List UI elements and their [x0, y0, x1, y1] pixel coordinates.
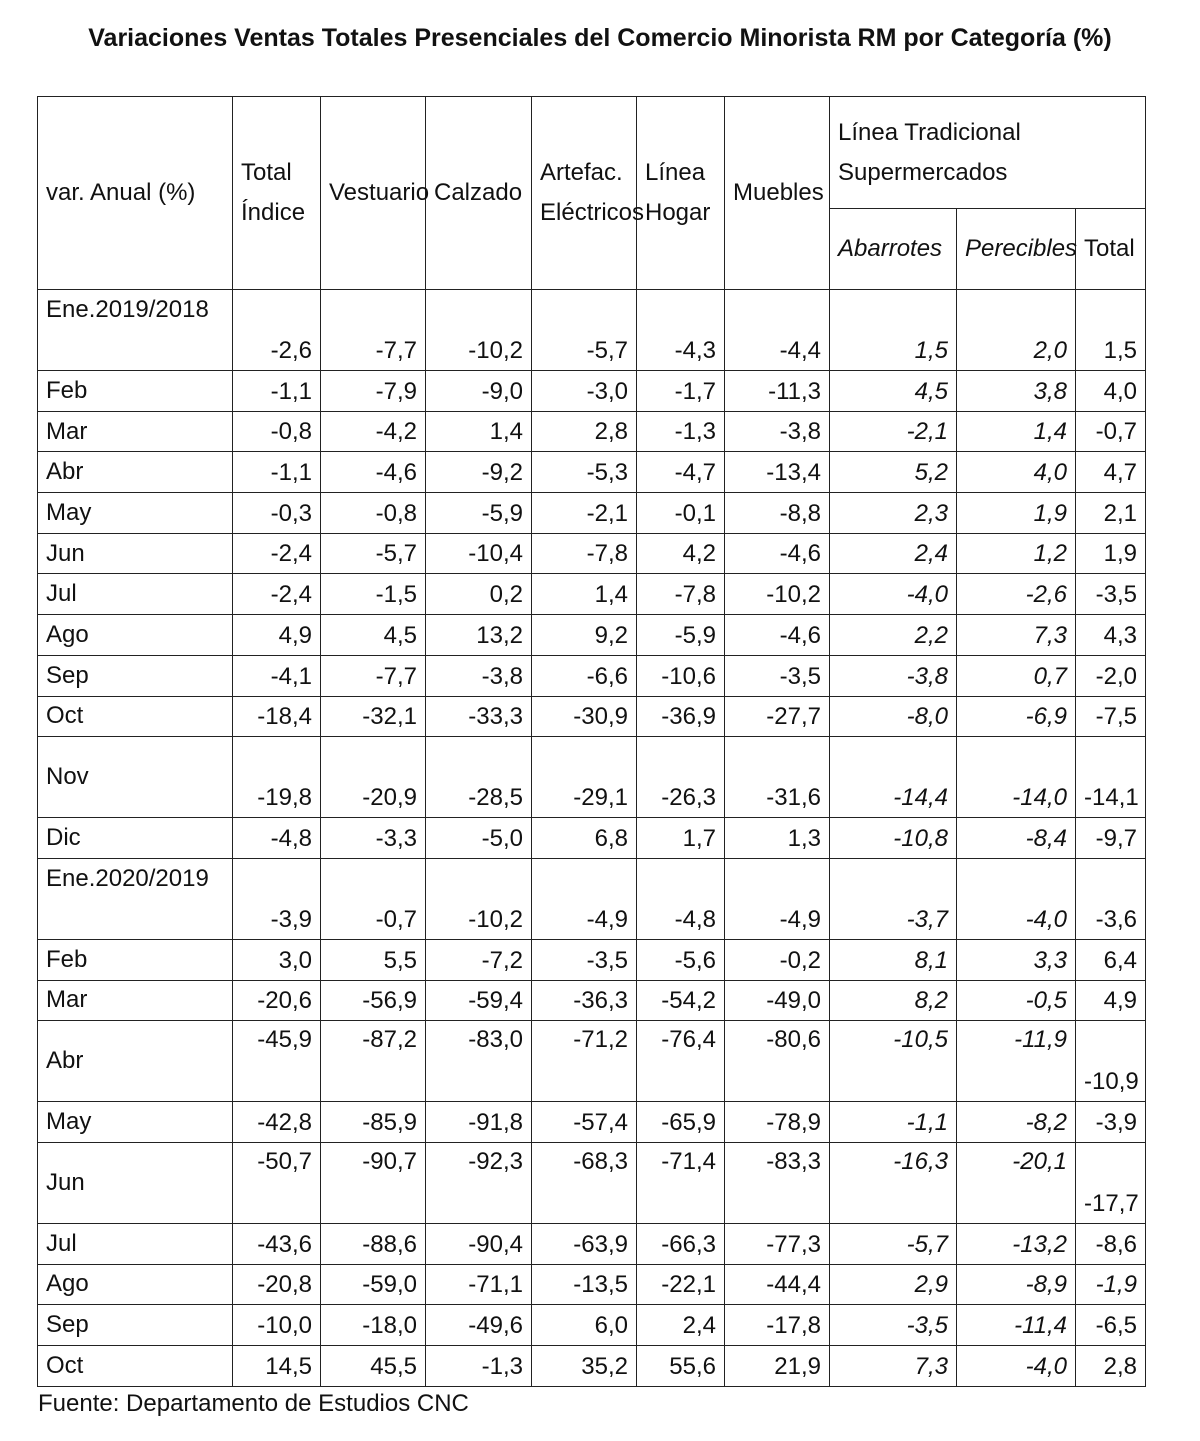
table-row: [38, 452, 1146, 493]
table-cell: -59,4: [426, 980, 532, 1021]
table-cell: -4,6: [321, 452, 426, 493]
table-cell: -10,2: [725, 574, 830, 615]
row-label: Dic: [38, 818, 233, 859]
table-cell: 4,0: [957, 452, 1076, 493]
table-cell: -16,3: [830, 1142, 957, 1223]
table-cell: -88,6: [321, 1223, 426, 1264]
table-cell: 1,3: [725, 818, 830, 859]
table-cell: 4,2: [637, 533, 725, 574]
table-cell: -0,8: [321, 493, 426, 534]
row-label: Jun: [38, 533, 233, 574]
table-cell: -4,6: [725, 615, 830, 656]
table-cell: 2,9: [830, 1264, 957, 1305]
table-cell: -9,2: [426, 452, 532, 493]
table-cell: 2,4: [830, 533, 957, 574]
table-cell: 3,0: [233, 939, 321, 980]
table-cell: -90,7: [321, 1142, 426, 1223]
table-cell: -10,4: [426, 533, 532, 574]
table-cell: -17,7: [1076, 1142, 1146, 1223]
table-cell: -5,7: [830, 1223, 957, 1264]
table-cell: 14,5: [233, 1346, 321, 1387]
table-cell: 2,8: [1076, 1346, 1146, 1387]
table-cell: -85,9: [321, 1102, 426, 1143]
table-cell: -3,5: [532, 939, 637, 980]
table-cell: -29,1: [532, 737, 637, 818]
table-cell: 0,7: [957, 655, 1076, 696]
table-cell: -20,8: [233, 1264, 321, 1305]
table-cell: -3,8: [830, 655, 957, 696]
table-cell: -0,3: [233, 493, 321, 534]
table-row: [38, 1021, 1146, 1102]
table-cell: -10,8: [830, 818, 957, 859]
table-cell: -20,6: [233, 980, 321, 1021]
header-muebles: Muebles: [725, 97, 830, 290]
table-row: [38, 980, 1146, 1021]
row-label: Mar: [38, 980, 233, 1021]
table-cell: 9,2: [532, 615, 637, 656]
table-row: [38, 818, 1146, 859]
table-cell: -56,9: [321, 980, 426, 1021]
table-cell: -11,9: [957, 1021, 1076, 1102]
table-cell: -3,8: [426, 655, 532, 696]
table-cell: -4,1: [233, 655, 321, 696]
table-cell: 7,3: [957, 615, 1076, 656]
table-cell: -0,7: [321, 858, 426, 939]
table-cell: -11,4: [957, 1305, 1076, 1346]
table-cell: 2,3: [830, 493, 957, 534]
header-vestuario: Vestuario: [321, 97, 426, 290]
table-cell: -27,7: [725, 696, 830, 737]
header-linea-hogar: Línea Hogar: [637, 97, 725, 290]
table-cell: -90,4: [426, 1223, 532, 1264]
table-cell: -14,0: [957, 737, 1076, 818]
table-cell: -57,4: [532, 1102, 637, 1143]
table-cell: 45,5: [321, 1346, 426, 1387]
table-cell: -8,8: [725, 493, 830, 534]
table-cell: -1,3: [426, 1346, 532, 1387]
table-cell: -33,3: [426, 696, 532, 737]
table-cell: -22,1: [637, 1264, 725, 1305]
table-cell: -10,5: [830, 1021, 957, 1102]
header-linea-tradicional: Línea Tradicional Supermercados: [830, 97, 1146, 209]
table-cell: 2,2: [830, 615, 957, 656]
table-cell: -4,0: [957, 858, 1076, 939]
row-label: Nov: [38, 737, 233, 818]
table-cell: -0,7: [1076, 411, 1146, 452]
table-cell: -2,6: [957, 574, 1076, 615]
table-cell: -65,9: [637, 1102, 725, 1143]
table-cell: -1,5: [321, 574, 426, 615]
table-cell: -14,1: [1076, 737, 1146, 818]
table-cell: -14,4: [830, 737, 957, 818]
table-cell: -3,5: [830, 1305, 957, 1346]
sales-variation-table: [37, 96, 1146, 1387]
table-cell: -8,2: [957, 1102, 1076, 1143]
table-cell: -44,4: [725, 1264, 830, 1305]
table-cell: 4,5: [830, 371, 957, 412]
header-var-anual: var. Anual (%): [38, 97, 233, 290]
table-row: [38, 939, 1146, 980]
row-label: Abr: [38, 452, 233, 493]
table-row: [38, 737, 1146, 818]
table-cell: -3,6: [1076, 858, 1146, 939]
table-cell: 2,1: [1076, 493, 1146, 534]
table-cell: 21,9: [725, 1346, 830, 1387]
table-cell: -3,0: [532, 371, 637, 412]
table-cell: -5,3: [532, 452, 637, 493]
row-label: Ago: [38, 615, 233, 656]
table-row: [38, 1305, 1146, 1346]
table-cell: 3,8: [957, 371, 1076, 412]
table-cell: -4,6: [725, 533, 830, 574]
table-cell: -42,8: [233, 1102, 321, 1143]
header-total: Total: [1076, 209, 1146, 290]
table-cell: -71,2: [532, 1021, 637, 1102]
table-cell: -4,7: [637, 452, 725, 493]
table-cell: -4,2: [321, 411, 426, 452]
table-cell: -3,8: [725, 411, 830, 452]
table-cell: -10,2: [426, 858, 532, 939]
table-cell: 1,2: [957, 533, 1076, 574]
table-cell: -13,4: [725, 452, 830, 493]
table-row: [38, 1264, 1146, 1305]
table-cell: -6,5: [1076, 1305, 1146, 1346]
table-cell: 1,4: [426, 411, 532, 452]
table-cell: -10,2: [426, 290, 532, 371]
table-row: [38, 615, 1146, 656]
row-label: Feb: [38, 939, 233, 980]
table-cell: -68,3: [532, 1142, 637, 1223]
table-cell: 2,0: [957, 290, 1076, 371]
table-cell: -5,9: [426, 493, 532, 534]
header-total-indice: Total Índice: [233, 97, 321, 290]
table-title: Variaciones Ventas Totales Presenciales del Comercio Minorista RM por Categoría (%): [88, 24, 1112, 52]
table-cell: -1,1: [233, 371, 321, 412]
table-row: [38, 696, 1146, 737]
table-cell: -3,5: [1076, 574, 1146, 615]
table-cell: 5,2: [830, 452, 957, 493]
table-cell: -3,9: [233, 858, 321, 939]
table-cell: -7,8: [637, 574, 725, 615]
table-cell: -30,9: [532, 696, 637, 737]
table-cell: -3,5: [725, 655, 830, 696]
table-cell: -13,2: [957, 1223, 1076, 1264]
table-row: [38, 1142, 1146, 1223]
table-cell: -9,0: [426, 371, 532, 412]
table-row: [38, 411, 1146, 452]
row-label: Ago: [38, 1264, 233, 1305]
table-cell: 1,5: [1076, 290, 1146, 371]
table-row: [38, 574, 1146, 615]
table-row: [38, 290, 1146, 371]
header-calzado: Calzado: [426, 97, 532, 290]
header-artefactos: Artefac. Eléctricos: [532, 97, 637, 290]
table-cell: -2,4: [233, 533, 321, 574]
table-row: [38, 1346, 1146, 1387]
table-cell: -4,0: [957, 1346, 1076, 1387]
table-cell: -45,9: [233, 1021, 321, 1102]
row-label: Oct: [38, 696, 233, 737]
table-cell: -5,0: [426, 818, 532, 859]
table-cell: -10,0: [233, 1305, 321, 1346]
table-cell: -17,8: [725, 1305, 830, 1346]
table-cell: 2,8: [532, 411, 637, 452]
table-cell: -1,3: [637, 411, 725, 452]
table-cell: -18,0: [321, 1305, 426, 1346]
table-cell: -8,6: [1076, 1223, 1146, 1264]
table-cell: -43,6: [233, 1223, 321, 1264]
table-cell: 1,9: [1076, 533, 1146, 574]
table-cell: -0,1: [637, 493, 725, 534]
row-label: Ene.2019/2018: [38, 290, 233, 371]
table-cell: -3,7: [830, 858, 957, 939]
table-cell: 1,4: [957, 411, 1076, 452]
table-cell: -5,9: [637, 615, 725, 656]
table-cell: -0,5: [957, 980, 1076, 1021]
row-label: Feb: [38, 371, 233, 412]
table-cell: -63,9: [532, 1223, 637, 1264]
table-cell: 8,1: [830, 939, 957, 980]
table-cell: -20,9: [321, 737, 426, 818]
row-label: May: [38, 1102, 233, 1143]
table-cell: 4,0: [1076, 371, 1146, 412]
table-cell: -28,5: [426, 737, 532, 818]
table-cell: 2,4: [637, 1305, 725, 1346]
table-cell: -5,7: [532, 290, 637, 371]
table-cell: -1,1: [233, 452, 321, 493]
table-cell: -36,3: [532, 980, 637, 1021]
row-label: Oct: [38, 1346, 233, 1387]
table-cell: -6,9: [957, 696, 1076, 737]
table-cell: 1,4: [532, 574, 637, 615]
header-abarrotes: Abarrotes: [830, 209, 957, 290]
table-cell: -4,4: [725, 290, 830, 371]
table-cell: 4,3: [1076, 615, 1146, 656]
table-cell: 1,7: [637, 818, 725, 859]
table-cell: 1,5: [830, 290, 957, 371]
table-row: [38, 371, 1146, 412]
table-cell: -20,1: [957, 1142, 1076, 1223]
table-cell: -1,9: [1076, 1264, 1146, 1305]
table-cell: 4,5: [321, 615, 426, 656]
table-cell: -4,9: [532, 858, 637, 939]
table-cell: 0,2: [426, 574, 532, 615]
row-label: Jul: [38, 1223, 233, 1264]
table-cell: -3,3: [321, 818, 426, 859]
table-cell: 5,5: [321, 939, 426, 980]
table-cell: -7,8: [532, 533, 637, 574]
table-cell: -4,8: [637, 858, 725, 939]
table-cell: -18,4: [233, 696, 321, 737]
table-cell: -2,6: [233, 290, 321, 371]
table-cell: -19,8: [233, 737, 321, 818]
row-label: Jun: [38, 1142, 233, 1223]
table-cell: -87,2: [321, 1021, 426, 1102]
table-cell: 13,2: [426, 615, 532, 656]
table-cell: 35,2: [532, 1346, 637, 1387]
table-cell: -11,3: [725, 371, 830, 412]
row-label: May: [38, 493, 233, 534]
table-cell: 3,3: [957, 939, 1076, 980]
table-body: [38, 290, 1146, 1387]
table-cell: -49,6: [426, 1305, 532, 1346]
table-cell: -8,9: [957, 1264, 1076, 1305]
table-cell: -10,9: [1076, 1021, 1146, 1102]
table-cell: 55,6: [637, 1346, 725, 1387]
table-cell: 6,8: [532, 818, 637, 859]
table-cell: -71,1: [426, 1264, 532, 1305]
table-header: [38, 97, 1146, 290]
table-cell: -13,5: [532, 1264, 637, 1305]
table-cell: -4,0: [830, 574, 957, 615]
table-cell: 1,9: [957, 493, 1076, 534]
row-label: Jul: [38, 574, 233, 615]
table-cell: -49,0: [725, 980, 830, 1021]
table-cell: -78,9: [725, 1102, 830, 1143]
table-cell: -83,0: [426, 1021, 532, 1102]
table-cell: -59,0: [321, 1264, 426, 1305]
table-cell: -1,1: [830, 1102, 957, 1143]
table-cell: -2,1: [830, 411, 957, 452]
row-label: Mar: [38, 411, 233, 452]
table-cell: -5,6: [637, 939, 725, 980]
table-cell: 4,7: [1076, 452, 1146, 493]
table-cell: 6,4: [1076, 939, 1146, 980]
table-row: [38, 1102, 1146, 1143]
row-label: Abr: [38, 1021, 233, 1102]
table-cell: -7,9: [321, 371, 426, 412]
row-label: Ene.2020/2019: [38, 858, 233, 939]
table-cell: -0,2: [725, 939, 830, 980]
table-cell: -77,3: [725, 1223, 830, 1264]
table-row: [38, 493, 1146, 534]
table-cell: -7,5: [1076, 696, 1146, 737]
table-cell: -6,6: [532, 655, 637, 696]
table-cell: -83,3: [725, 1142, 830, 1223]
table-row: [38, 655, 1146, 696]
table-cell: -32,1: [321, 696, 426, 737]
table-cell: -4,3: [637, 290, 725, 371]
table-cell: -26,3: [637, 737, 725, 818]
table-cell: -5,7: [321, 533, 426, 574]
header-perecibles: Perecibles: [957, 209, 1076, 290]
table-cell: -0,8: [233, 411, 321, 452]
table-row: [38, 533, 1146, 574]
table-cell: -8,4: [957, 818, 1076, 859]
source-note: Fuente: Departamento de Estudios CNC: [38, 1390, 469, 1417]
table-cell: -91,8: [426, 1102, 532, 1143]
table-cell: -2,1: [532, 493, 637, 534]
table-cell: -66,3: [637, 1223, 725, 1264]
table-cell: -54,2: [637, 980, 725, 1021]
table-cell: -76,4: [637, 1021, 725, 1102]
table-cell: -7,7: [321, 655, 426, 696]
table-cell: -7,2: [426, 939, 532, 980]
table-cell: 4,9: [233, 615, 321, 656]
table-cell: -8,0: [830, 696, 957, 737]
row-label: Sep: [38, 1305, 233, 1346]
table-cell: -2,4: [233, 574, 321, 615]
table-cell: -92,3: [426, 1142, 532, 1223]
table-cell: -10,6: [637, 655, 725, 696]
table-cell: -36,9: [637, 696, 725, 737]
table-cell: -1,7: [637, 371, 725, 412]
table-cell: -9,7: [1076, 818, 1146, 859]
table-cell: -4,8: [233, 818, 321, 859]
table-cell: 4,9: [1076, 980, 1146, 1021]
table-cell: -3,9: [1076, 1102, 1146, 1143]
table-row: [38, 858, 1146, 939]
table-cell: 6,0: [532, 1305, 637, 1346]
table-cell: -80,6: [725, 1021, 830, 1102]
table-cell: 7,3: [830, 1346, 957, 1387]
table-cell: -7,7: [321, 290, 426, 371]
table-cell: 8,2: [830, 980, 957, 1021]
table-cell: -4,9: [725, 858, 830, 939]
table-cell: -71,4: [637, 1142, 725, 1223]
table-cell: -31,6: [725, 737, 830, 818]
row-label: Sep: [38, 655, 233, 696]
table-row: [38, 1223, 1146, 1264]
table-cell: -2,0: [1076, 655, 1146, 696]
table-cell: -50,7: [233, 1142, 321, 1223]
